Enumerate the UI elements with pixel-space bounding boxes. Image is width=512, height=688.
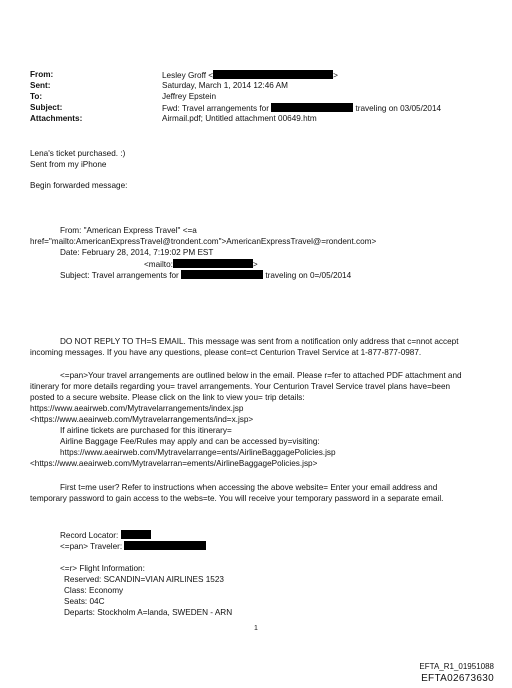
fwd-subject-end: traveling on 0=/05/2014 — [265, 271, 352, 280]
redaction-box — [173, 259, 253, 268]
notice-line-1: DO NOT REPLY TO TH=S EMAIL. This message was sent from a notification only address that c=nnot accept — [60, 337, 459, 346]
subject-end: traveling on 03/05/2014 — [355, 104, 442, 113]
trip-link-2[interactable]: <https://www.aeairweb.com/Mytravelarrangements/ind=x.jsp> — [30, 415, 254, 424]
details-line-6: If airline tickets are purchased for this itinerary= — [60, 426, 232, 435]
fwd-subject-start: Subject: Travel arrangements for — [60, 271, 179, 280]
flight-info-heading: <=r> Flight Information: — [60, 564, 145, 573]
fwd-date: Date: February 28, 2014, 7:19:02 PM EST — [60, 248, 214, 257]
body-line-3: Begin forwarded message: — [30, 181, 128, 190]
details-line-3: posted to a secure website. Please click on the link to view you= trip details: — [30, 393, 305, 402]
baggage-link-1[interactable]: https://www.aeairweb.com/Mytravelarrange=ents/AirlineBaggagePolicies.jsp — [60, 448, 336, 457]
flight-seats: Seats: 04C — [64, 597, 105, 606]
subject-start: Fwd: Travel arrangements for — [162, 104, 269, 113]
record-locator — [60, 530, 151, 541]
sent-value: Saturday, March 1, 2014 12:46 AM — [162, 81, 288, 90]
efta-small-id: EFTA_R1_01951088 — [419, 662, 494, 671]
body-line-1: Lena's ticket purchased. :) — [30, 149, 126, 158]
trip-link-1[interactable]: https://www.aeairweb.com/Mytravelarrangements/index.jsp — [30, 404, 244, 413]
first-time-line-2: temporary password to gain access to the webs=te. You will receive your temporary password in a separate email. — [30, 494, 444, 503]
fwd-subject — [60, 270, 351, 281]
redaction-box — [271, 103, 353, 112]
from-close: > — [333, 71, 338, 80]
redaction-box — [213, 70, 333, 79]
subject-label: Subject: — [30, 103, 63, 112]
to-value: Jeffrey Epstein — [162, 92, 217, 101]
fwd-href[interactable]: href="mailto:AmericanExpressTravel@trondent.com">AmericanExpressTravel@=rondent.com> — [30, 237, 377, 246]
traveler-label: <=pan> Traveler: — [60, 542, 123, 551]
redaction-box — [124, 541, 206, 550]
fwd-mailto-start: <mailto: — [144, 260, 173, 269]
details-line-2: itinerary for more details regarding you= travel arrangements. Your Centurion Travel Service travel plans have=been — [30, 382, 451, 391]
from-name: Lesley Groff < — [162, 71, 214, 80]
sent-label: Sent: — [30, 81, 51, 90]
flight-class: Class: Economy — [64, 586, 124, 595]
details-line-7: Airline Baggage Fee/Rules may apply and can be accessed by=visiting: — [60, 437, 320, 446]
notice-line-2: incoming messages. If you have any questions, please cont=ct Centurion Travel Service at 1-877-877-0987. — [30, 348, 422, 357]
traveler — [60, 541, 206, 552]
baggage-link-2[interactable]: <https://www.aeairweb.com/Mytravelarran=ements/AirlineBaggagePolicies.jsp> — [30, 459, 318, 468]
attachments-label: Attachments: — [30, 114, 83, 123]
fwd-mailto-end: > — [252, 260, 258, 269]
from-label: From: — [30, 70, 54, 79]
redaction-box — [121, 530, 151, 539]
first-time-line-1: First t=me user? Refer to instructions when accessing the above website= Enter your email address and — [60, 483, 438, 492]
to-label: To: — [30, 92, 43, 101]
flight-departs: Departs: Stockholm A=landa, SWEDEN - ARN — [64, 608, 233, 617]
redaction-box — [181, 270, 263, 279]
record-locator-label: Record Locator: — [60, 531, 119, 540]
flight-reserved: Reserved: SCANDIN=VIAN AIRLINES 1523 — [64, 575, 224, 584]
fwd-from: From: "American Express Travel" <=a — [60, 226, 197, 235]
details-line-1: <=pan>Your travel arrangements are outlined below in the email. Please r=fer to attached PDF attachment and — [60, 371, 462, 380]
fwd-mailto[interactable] — [144, 259, 258, 270]
body-line-2: Sent from my iPhone — [30, 160, 107, 169]
efta-large-id: EFTA02673630 — [421, 673, 494, 684]
from-value — [162, 70, 338, 81]
attachments-value[interactable]: Airmail.pdf; Untitled attachment 00649.htm — [162, 114, 317, 123]
subject-value — [162, 103, 441, 114]
page-number: 1 — [254, 625, 258, 632]
